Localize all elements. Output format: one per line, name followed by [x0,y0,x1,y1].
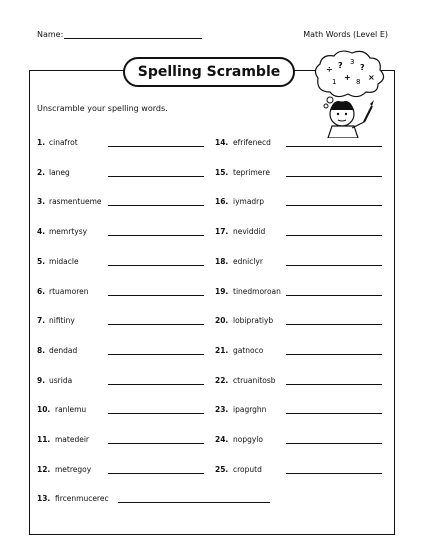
svg-text:+: + [344,73,351,82]
answer-line[interactable] [108,384,204,385]
answer-line[interactable] [286,324,382,325]
scrambled-word-item [37,168,70,177]
scrambled-word-item [215,376,276,385]
scrambled-word: usrida [49,375,73,385]
scrambled-word: efrifenecd [233,138,271,147]
item-number: 6. [37,286,46,296]
scrambled-word: ranlemu [55,405,87,415]
answer-line[interactable] [108,324,204,325]
worksheet-level: Math Words (Level E) [303,30,388,39]
answer-line[interactable] [286,413,382,414]
scrambled-word-item [37,316,75,325]
item-number: 25. [215,464,229,474]
item-number: 17. [215,227,229,237]
scrambled-word: rtuamoren [49,286,89,296]
item-number: 10. [37,405,51,415]
scrambled-word-item [215,287,281,296]
scrambled-word: laneg [49,167,70,177]
svg-text:?: ? [338,61,343,70]
answer-line[interactable] [108,146,204,147]
svg-text:3: 3 [350,58,355,66]
item-number: 8. [37,345,46,355]
answer-line[interactable] [108,354,204,355]
scrambled-word-item [215,168,270,177]
scrambled-word-item [37,405,86,414]
scrambled-word-item [37,435,89,444]
item-number: 1. [37,138,46,147]
scrambled-word-item [215,316,273,325]
answer-line[interactable] [108,295,204,296]
answer-line[interactable] [108,473,204,474]
scrambled-word: teprimere [233,167,270,177]
answer-line[interactable] [286,146,382,147]
scrambled-word: nifitiny [49,316,75,326]
scrambled-word: edniclyr [233,256,263,266]
scrambled-word: memrtysy [49,227,88,237]
answer-line[interactable] [286,443,382,444]
svg-text:8: 8 [356,78,361,86]
answer-line[interactable] [286,384,382,385]
item-number: 24. [215,435,229,444]
item-number: 18. [215,256,229,266]
scrambled-word-item [215,346,263,355]
item-number: 16. [215,197,229,207]
scrambled-word-item [37,227,87,236]
item-number: 19. [215,286,229,296]
scrambled-word-item [37,376,72,385]
item-number: 7. [37,316,46,326]
scrambled-word-item [215,257,263,266]
scrambled-word: dendad [49,345,78,355]
scrambled-word-item [37,257,79,266]
scrambled-word: gatnoco [233,345,264,355]
item-number: 14. [215,138,229,147]
scrambled-word: ctruanitosb [233,375,276,385]
scrambled-word-item [215,197,264,206]
item-number: 13. [37,494,51,504]
scrambled-word: midacle [49,256,79,266]
answer-line[interactable] [286,473,382,474]
scrambled-word-item [215,405,266,414]
answer-line[interactable] [108,176,204,177]
answer-line[interactable] [108,413,204,414]
scrambled-word-item [37,346,77,355]
scrambled-word-item [37,287,89,296]
answer-line[interactable] [286,265,382,266]
scrambled-word-item [215,227,265,236]
item-number: 5. [37,256,46,266]
scrambled-word: nopgylo [233,435,263,444]
answer-line[interactable] [286,176,382,177]
scrambled-word: metregoy [55,464,92,474]
answer-line[interactable] [108,205,204,206]
scrambled-word-item [37,465,91,474]
item-number: 2. [37,167,46,177]
name-label: Name: [37,30,64,39]
answer-line[interactable] [108,443,204,444]
svg-text:÷: ÷ [326,65,333,74]
svg-text:?: ? [360,63,365,72]
scrambled-word: croputd [233,464,262,474]
item-number: 20. [215,316,229,326]
scrambled-word: cinafrot [49,138,78,147]
item-number: 9. [37,375,46,385]
item-number: 22. [215,375,229,385]
scrambled-word: neviddid [233,227,266,237]
scrambled-word-item [37,494,109,503]
scrambled-word: lobipratiyb [233,316,274,326]
scrambled-word-item [37,138,78,147]
scrambled-word: matedeir [55,435,89,444]
worksheet-title: Spelling Scramble [123,57,295,87]
scrambled-word: fircenmucerec [55,494,109,504]
item-number: 3. [37,197,46,207]
svg-text:1: 1 [332,78,337,86]
name-field-line[interactable] [64,38,202,39]
answer-line[interactable] [286,235,382,236]
answer-line[interactable] [108,235,204,236]
scrambled-word: rasmentueme [49,197,102,207]
answer-line[interactable] [108,265,204,266]
svg-text:×: × [368,73,375,82]
item-number: 23. [215,405,229,415]
item-number: 4. [37,227,46,237]
instructions: Unscramble your spelling words. [37,104,168,113]
scrambled-word-item [215,435,263,444]
item-number: 11. [37,435,51,444]
scrambled-word-item [37,197,102,206]
scrambled-word-item [215,465,262,474]
item-number: 21. [215,345,229,355]
answer-line[interactable] [286,295,382,296]
answer-line[interactable] [118,502,270,503]
item-number: 12. [37,464,51,474]
answer-line[interactable] [286,205,382,206]
scrambled-word: tinedmoroan [233,286,281,296]
scrambled-word-item [215,138,271,147]
answer-line[interactable] [286,354,382,355]
scrambled-word: ipagrghn [233,405,267,415]
thinking-kid-math-icon [308,48,390,138]
scrambled-word: iymadrp [233,197,265,207]
item-number: 15. [215,167,229,177]
